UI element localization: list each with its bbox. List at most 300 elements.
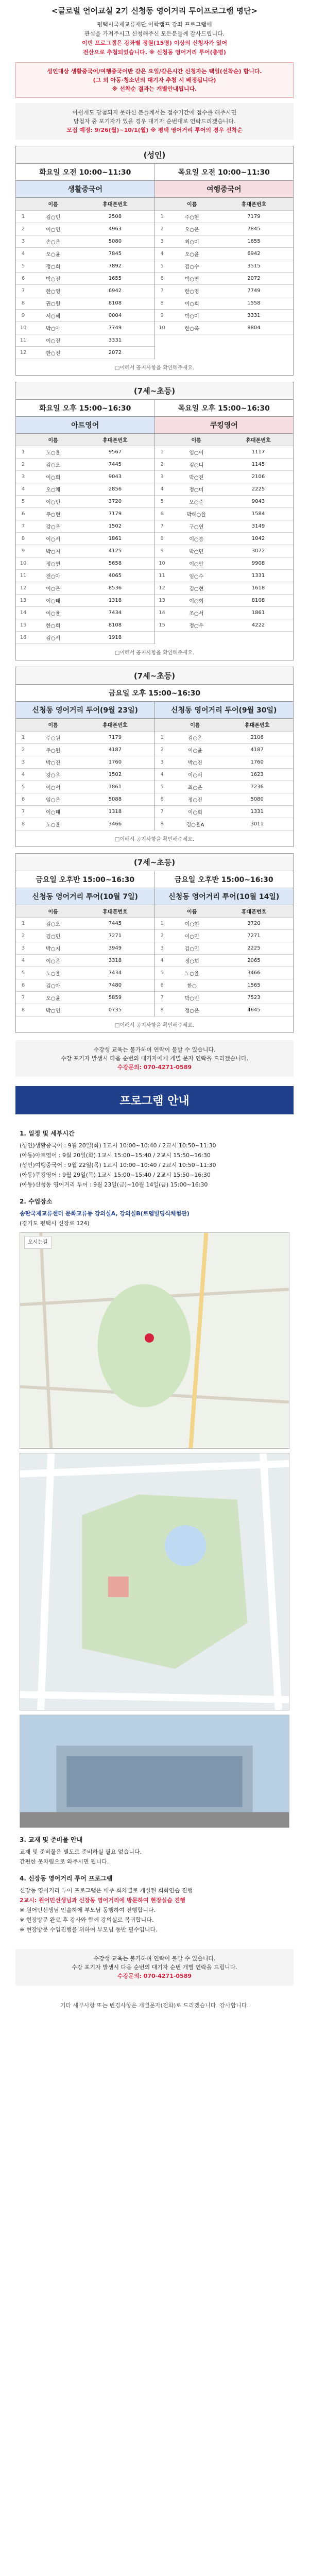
row-name: 정○희 bbox=[30, 260, 76, 272]
row-number: 14 bbox=[155, 607, 169, 619]
row-name: 이○안 bbox=[169, 557, 224, 570]
roster-table: 이름 휴대폰번호 1 김○오 7445 2 김○민 7271 3 박○지 3949 4 이○은 3318 5 노○율 7434 6 김○아 7480 7 오○윤 5859 8 박○연 0735 bbox=[16, 905, 154, 1017]
row-number: 10 bbox=[16, 557, 30, 570]
row-number: 9 bbox=[155, 309, 169, 321]
row-phone: 2106 bbox=[221, 731, 293, 743]
table-row bbox=[16, 756, 154, 768]
table-row bbox=[16, 471, 154, 483]
table-row bbox=[155, 483, 294, 496]
row-phone: 3331 bbox=[76, 334, 154, 346]
row-name: 정○희 bbox=[169, 955, 215, 967]
row-number: 12 bbox=[16, 582, 30, 595]
row-name: 정○은 bbox=[169, 1004, 215, 1016]
row-number: 6 bbox=[16, 272, 30, 284]
row-number: 2 bbox=[16, 459, 30, 471]
pin-icon bbox=[145, 1333, 154, 1343]
table-row bbox=[16, 570, 154, 582]
row-number: 8 bbox=[155, 1004, 169, 1016]
row-phone: 4222 bbox=[224, 619, 293, 632]
row-number: 4 bbox=[16, 768, 30, 781]
map-2[interactable] bbox=[20, 1453, 289, 1710]
row-phone: 1331 bbox=[224, 570, 293, 582]
row-phone: 3072 bbox=[224, 545, 293, 557]
table-row bbox=[155, 223, 294, 235]
table-row bbox=[155, 321, 294, 334]
row-name: 강○우 bbox=[30, 520, 76, 533]
row-name: 전○아 bbox=[30, 570, 76, 582]
row-number: 8 bbox=[16, 1004, 30, 1016]
row-number: 11 bbox=[155, 570, 169, 582]
table-row bbox=[16, 595, 154, 607]
row-number: 6 bbox=[16, 793, 30, 805]
row-name: 이○은 bbox=[30, 955, 76, 967]
row-number: 12 bbox=[155, 582, 169, 595]
row-name: 이○태 bbox=[30, 805, 76, 818]
row-name: 김○오 bbox=[30, 459, 76, 471]
row-name: 김○현 bbox=[169, 582, 224, 595]
row-name: 이○희 bbox=[169, 595, 224, 607]
table-row bbox=[16, 223, 154, 235]
table-row bbox=[155, 520, 294, 533]
row-name: 이○윤 bbox=[169, 743, 221, 756]
table-row bbox=[155, 731, 294, 743]
footer-note: 수강생 교육는 불가하며 연락이 불발 수 있습니다. 수강 포기자 발생시 다음 순번의 대기자 순번 개별 연락을 드립니다. 수강문의: 070-4271-0589 bbox=[15, 1949, 294, 1986]
row-phone: 5080 bbox=[76, 235, 154, 247]
row-phone: 2072 bbox=[215, 272, 293, 284]
table-row bbox=[16, 260, 154, 272]
row-name: 임○은 bbox=[30, 793, 76, 805]
row-number: 3 bbox=[155, 756, 169, 768]
row-number: 4 bbox=[155, 483, 169, 496]
row-number: 5 bbox=[155, 781, 169, 793]
row-phone: 4963 bbox=[76, 223, 154, 235]
contact-note: 수강생 교육는 불가하며 연락이 불발 수 있습니다. 수강 포기자 발생시 다음 순번의 대기자에게 개별 문자 연락을 드리겠습니다. 수강문의: 070-4271-0589 bbox=[15, 1040, 294, 1077]
row-number: 5 bbox=[16, 496, 30, 508]
table-row bbox=[16, 793, 154, 805]
row-phone: 3318 bbox=[76, 955, 154, 967]
row-phone: 7434 bbox=[76, 967, 154, 979]
table-row bbox=[16, 297, 154, 309]
row-phone: 4125 bbox=[76, 545, 154, 557]
row-name: 이○희 bbox=[30, 471, 76, 483]
row-name: 노○율 bbox=[30, 446, 76, 459]
row-number: 2 bbox=[16, 930, 30, 942]
adult-section bbox=[15, 146, 294, 376]
page-title: <글로벌 언어교실 2기 신청동 영어거리 투어프로그램 명단> bbox=[51, 6, 258, 15]
materials-heading: 3. 교재 및 준비물 안내 bbox=[20, 1836, 83, 1843]
row-number: 3 bbox=[16, 235, 30, 247]
table-row bbox=[155, 272, 294, 284]
table-row bbox=[155, 545, 294, 557]
row-number: 10 bbox=[155, 321, 169, 334]
row-name: 정○우 bbox=[169, 619, 224, 632]
row-number: 9 bbox=[16, 309, 30, 321]
row-name: 김○민 bbox=[169, 942, 215, 955]
row-phone: 3720 bbox=[76, 496, 154, 508]
row-number: 6 bbox=[16, 508, 30, 520]
row-name: 임○이 bbox=[169, 446, 224, 459]
roster-table: 이름 휴대폰번호 1 김○민 2508 2 이○연 4963 3 손○은 5080 4 오○윤 7845 5 정○희 7892 6 박○진 1655 7 한○영 6942 8 권○원 8108 9 서○혜 0004 10 박○아 7749 11 이○진 3331 12 한○진 2072 bbox=[16, 198, 154, 359]
row-name: 권○원 bbox=[30, 297, 76, 309]
table-row bbox=[155, 260, 294, 272]
row-phone: 3720 bbox=[215, 918, 293, 930]
row-number: 4 bbox=[155, 955, 169, 967]
table-row bbox=[155, 619, 294, 632]
row-phone: 7445 bbox=[76, 918, 154, 930]
row-name: 한○희 bbox=[30, 619, 76, 632]
table-row bbox=[16, 247, 154, 260]
row-phone: 7480 bbox=[76, 979, 154, 992]
table-row bbox=[155, 496, 294, 508]
row-phone: 1331 bbox=[221, 805, 293, 818]
table-row bbox=[16, 309, 154, 321]
row-name: 박○빈 bbox=[169, 992, 215, 1004]
row-number: 2 bbox=[155, 223, 169, 235]
row-phone: 7179 bbox=[76, 731, 154, 743]
row-number: 11 bbox=[16, 334, 30, 346]
table-row bbox=[16, 346, 154, 359]
final-note: 기타 세부사항 또는 변경사항은 개별문자(전화)로 드리겠습니다. 감사합니다. bbox=[60, 2002, 249, 2009]
row-name: 이○현 bbox=[169, 918, 215, 930]
table-row bbox=[155, 235, 294, 247]
row-phone: 2106 bbox=[224, 471, 293, 483]
row-name: 한○영 bbox=[30, 284, 76, 297]
row-name: 박○민 bbox=[169, 545, 224, 557]
table-row bbox=[16, 930, 154, 942]
row-phone: 6942 bbox=[215, 247, 293, 260]
table-row bbox=[155, 918, 294, 930]
table-row bbox=[16, 582, 154, 595]
row-name: 한○진 bbox=[30, 346, 76, 359]
row-number: 3 bbox=[16, 471, 30, 483]
row-number: 2 bbox=[16, 223, 30, 235]
row-phone: 4645 bbox=[215, 1004, 293, 1016]
row-name: 김○오 bbox=[30, 918, 76, 930]
row-number: 8 bbox=[155, 297, 169, 309]
table-row bbox=[155, 930, 294, 942]
row-name: 오○준 bbox=[169, 496, 224, 508]
row-phone: 9043 bbox=[76, 471, 154, 483]
table-row bbox=[155, 508, 294, 520]
row-name: 최○미 bbox=[169, 235, 215, 247]
table-row bbox=[155, 967, 294, 979]
elem-section-1 bbox=[15, 382, 294, 661]
row-number: 5 bbox=[155, 260, 169, 272]
table-row bbox=[16, 533, 154, 545]
row-phone: 8536 bbox=[76, 582, 154, 595]
row-phone: 4065 bbox=[76, 570, 154, 582]
row-name: 박○진 bbox=[30, 756, 76, 768]
row-number: 1 bbox=[16, 210, 30, 223]
table-row bbox=[16, 768, 154, 781]
section-foot: □이해서 공지사항을 확인해주세요. bbox=[114, 365, 195, 371]
table-row bbox=[16, 955, 154, 967]
row-number: 6 bbox=[155, 508, 169, 520]
row-phone: 3466 bbox=[76, 818, 154, 830]
row-number: 5 bbox=[16, 781, 30, 793]
row-phone: 1861 bbox=[76, 533, 154, 545]
table-row bbox=[16, 557, 154, 570]
table-row bbox=[16, 942, 154, 955]
row-name: 최○은 bbox=[169, 781, 221, 793]
table-row bbox=[155, 570, 294, 582]
row-name: 이○희 bbox=[169, 297, 215, 309]
elem-section-3 bbox=[15, 853, 294, 1033]
group-head: 신청동 영어거리 투어(9월 23일) bbox=[16, 702, 154, 719]
row-name: 박○연 bbox=[30, 1004, 76, 1016]
group-head: 신청동 영어거리 투어(9월 30일) bbox=[155, 702, 294, 719]
row-name: 한○영 bbox=[169, 284, 215, 297]
row-phone: 5859 bbox=[76, 992, 154, 1004]
row-number: 9 bbox=[16, 545, 30, 557]
row-phone: 7434 bbox=[76, 607, 154, 619]
table-row bbox=[16, 818, 154, 830]
table-row bbox=[155, 1004, 294, 1016]
row-number: 5 bbox=[155, 496, 169, 508]
table-row bbox=[16, 743, 154, 756]
roster-table: 이름 휴대폰번호 1 임○이 1117 2 김○니 1145 3 박○진 2106 4 정○미 2225 5 오○준 9043 6 박혜○율 1584 7 구○연 3149 8 이○름 1042 9 박○민 3072 10 이○안 9908 11 임○수 1331 12 김○현 1618 13 이○희 8108 14 조○서 1861 15 정○우 4222 bbox=[155, 434, 294, 632]
roster-table: 이름 휴대폰번호 1 노○율 9567 2 김○오 7445 3 이○희 9043 4 오○채 2856 5 이○민 3720 6 주○현 7179 7 강○우 1502 8 이○서 1861 9 박○지 4125 10 정○연 5658 11 전○아 4065 12 이○은 8536 13 이○태 1318 14 이○율 7434 15 한○희 8108 16 김○서 1918 bbox=[16, 434, 154, 645]
row-phone: 7445 bbox=[76, 459, 154, 471]
row-phone: 1861 bbox=[76, 781, 154, 793]
time-row: 화요일 오전 10:00~11:30 목요일 오전 10:00~11:30 bbox=[16, 164, 293, 181]
table-row bbox=[155, 768, 294, 781]
table-row bbox=[155, 743, 294, 756]
table-row bbox=[16, 781, 154, 793]
row-name: 박○미 bbox=[169, 309, 215, 321]
program-guide: 1. 일정 및 세부시간 (성인)생활중국어 : 9월 20일(화) 1교시 10:00~10:40 / 2교시 10:50~11:30 (아동)아트영어 : 9월 20일(화) 1교시 15:00~15:40 / 2교시 15:50~16:30 (성인)여행중국어 : 9월 22일(목) 1교시 10:00~10:40 / 2교시 10:50~11:30 (아동)쿠킹영어 : 9월 29일(목) 1교시 15:00~15:40 / 2교시 15:50~16:30 (아동)신청동 영어거리 투어 : 9월 23일(금)~10월 14일(금) 15:00~16:30 2. 수업장소 송탄국제교류센터 문화교류동 강의실A, 강의실B(로뎀빌딩식체험관) (경기도 평택시 신장로 124) 오시는길 3. 교재 및 준비물 안내 교재 및 준비물은 별도로 준비하실 필요 없습니다. 간편한 옷차림으로 와주시면 됩니다. 4. 신장동 영어거리 투어 프로그램 신장동 영어거리 투어 프로그램은 매주 회차별로 개설된 회화연습 진행 2교시: 원어민선생님과 신장동 영어거리에 방문하여 현장실습 진행 ※ 원어민선생님 인솔하에 부모님 동행하여 진행합니다. ※ 현장방문 완료 후 강사와 함께 강의실로 복귀합니다. ※ 현장방문 수업진행을 위하여 부모님 동반 필수입니다. bbox=[15, 1114, 294, 1942]
row-name: 오○윤 bbox=[30, 992, 76, 1004]
row-name: 김○민 bbox=[30, 210, 76, 223]
table-row bbox=[155, 805, 294, 818]
row-name: 구○연 bbox=[169, 520, 224, 533]
row-name: 이○서 bbox=[169, 768, 221, 781]
row-phone: 1760 bbox=[76, 756, 154, 768]
row-number: 1 bbox=[16, 918, 30, 930]
schedule-heading: 1. 일정 및 세부시간 bbox=[20, 1130, 75, 1137]
row-name: 서○혜 bbox=[30, 309, 76, 321]
row-phone: 1318 bbox=[76, 595, 154, 607]
table-row bbox=[155, 818, 294, 830]
row-name: 한○ bbox=[169, 979, 215, 992]
time-row: 금요일 오후반 15:00~16:30 금요일 오후반 15:00~16:30 bbox=[16, 871, 293, 888]
row-name: 이○서 bbox=[30, 533, 76, 545]
row-phone: 0004 bbox=[76, 309, 154, 321]
time-row: 금요일 오후 15:00~16:30 bbox=[16, 685, 293, 702]
table-row bbox=[155, 471, 294, 483]
row-number: 8 bbox=[155, 533, 169, 545]
row-name: 오○은 bbox=[169, 223, 215, 235]
row-phone: 5080 bbox=[221, 793, 293, 805]
row-number: 14 bbox=[16, 607, 30, 619]
row-number: 4 bbox=[16, 247, 30, 260]
row-phone: 1584 bbox=[224, 508, 293, 520]
row-number: 1 bbox=[155, 731, 169, 743]
row-name: 강○우 bbox=[30, 768, 76, 781]
row-name: 박○연 bbox=[169, 272, 215, 284]
time-row: 화요일 오후 15:00~16:30 목요일 오후 15:00~16:30 bbox=[16, 400, 293, 417]
table-row bbox=[16, 334, 154, 346]
table-row bbox=[155, 210, 294, 223]
row-phone: 1861 bbox=[224, 607, 293, 619]
row-number: 7 bbox=[155, 805, 169, 818]
map-label: 오시는길 bbox=[24, 1236, 52, 1249]
table-row bbox=[155, 942, 294, 955]
table-row bbox=[16, 272, 154, 284]
row-name: 주○현 bbox=[169, 210, 215, 223]
row-number: 5 bbox=[16, 260, 30, 272]
table-row bbox=[155, 459, 294, 471]
table-row bbox=[16, 607, 154, 619]
row-number: 8 bbox=[16, 533, 30, 545]
row-number: 5 bbox=[155, 967, 169, 979]
row-number: 7 bbox=[155, 992, 169, 1004]
table-row bbox=[155, 595, 294, 607]
group-head: 신청동 영어거리 투어(10월 14일) bbox=[155, 888, 294, 905]
row-phone: 3011 bbox=[221, 818, 293, 830]
table-row bbox=[16, 805, 154, 818]
row-number: 6 bbox=[155, 272, 169, 284]
group-head: 아트영어 bbox=[16, 417, 154, 434]
row-phone: 1558 bbox=[215, 297, 293, 309]
row-phone: 5658 bbox=[76, 557, 154, 570]
row-phone: 1042 bbox=[224, 533, 293, 545]
row-name: 이○희 bbox=[169, 805, 221, 818]
row-number: 6 bbox=[16, 979, 30, 992]
row-phone: 3949 bbox=[76, 942, 154, 955]
row-number: 7 bbox=[16, 992, 30, 1004]
table-row bbox=[16, 520, 154, 533]
map-1[interactable] bbox=[20, 1232, 289, 1449]
roster-table: 이름 휴대폰번호 1 주○현 7179 2 오○은 7845 3 최○미 1655 4 오○윤 6942 5 김○수 3515 6 박○연 2072 7 한○영 7749 8 이○희 1558 9 박○미 3331 10 한○옥 8804 bbox=[155, 198, 294, 334]
intro: 평택시국제교류재단 어학캠프 강좌 프로그램에 관심을 가져주시고 신청해주신 모든분들께 감사드립니다. 이번 프로그램은 강좌별 정원(15명) 이상의 신청자가 있어 전산으로 추첨되었습니다. ※ 신청동 영어거리 투어(총명) bbox=[81, 21, 228, 56]
row-phone: 3466 bbox=[215, 967, 293, 979]
row-number: 3 bbox=[155, 235, 169, 247]
program-title: 프로그램 안내 bbox=[15, 1086, 294, 1114]
row-number: 8 bbox=[16, 297, 30, 309]
row-name: 노○율 bbox=[169, 967, 215, 979]
row-name: 주○현 bbox=[30, 508, 76, 520]
table-row bbox=[155, 533, 294, 545]
row-name: 박○아 bbox=[30, 321, 76, 334]
row-phone: 1565 bbox=[215, 979, 293, 992]
row-name: 정○연 bbox=[30, 557, 76, 570]
tour-heading: 4. 신장동 영어거리 투어 프로그램 bbox=[20, 1875, 113, 1882]
table-row bbox=[155, 793, 294, 805]
row-name: 박○진 bbox=[169, 471, 224, 483]
row-number: 15 bbox=[16, 619, 30, 632]
section-foot: □이해서 공지사항을 확인해주세요. bbox=[114, 836, 195, 842]
row-phone: 7236 bbox=[221, 781, 293, 793]
row-phone: 4187 bbox=[76, 743, 154, 756]
row-number: 3 bbox=[16, 756, 30, 768]
row-phone: 7271 bbox=[215, 930, 293, 942]
section-title: (7세~초등) bbox=[16, 854, 293, 871]
table-row bbox=[155, 756, 294, 768]
section-foot: □이해서 공지사항을 확인해주세요. bbox=[114, 1023, 195, 1028]
row-number: 11 bbox=[16, 570, 30, 582]
row-name: 주○원 bbox=[30, 731, 76, 743]
row-number: 15 bbox=[155, 619, 169, 632]
row-phone: 2508 bbox=[76, 210, 154, 223]
table-row bbox=[155, 582, 294, 595]
table-row bbox=[155, 284, 294, 297]
row-name: 김○은 bbox=[169, 731, 221, 743]
row-phone: 1318 bbox=[76, 805, 154, 818]
group-head: 쿠킹영어 bbox=[155, 417, 294, 434]
row-name: 오○윤 bbox=[169, 247, 215, 260]
row-name: 이○민 bbox=[30, 496, 76, 508]
building-icon bbox=[20, 1715, 289, 1827]
row-number: 5 bbox=[16, 967, 30, 979]
row-name: 김○아 bbox=[30, 979, 76, 992]
row-number: 8 bbox=[155, 818, 169, 830]
row-name: 김○서 bbox=[30, 632, 76, 644]
row-number: 7 bbox=[155, 284, 169, 297]
row-name: 이○연 bbox=[30, 223, 76, 235]
table-row bbox=[155, 557, 294, 570]
table-row bbox=[155, 247, 294, 260]
row-phone: 6942 bbox=[76, 284, 154, 297]
row-phone: 1918 bbox=[76, 632, 154, 644]
roster-table: 이름 휴대폰번호 1 주○원 7179 2 주○원 4187 3 박○진 1760 4 강○우 1502 5 이○서 1861 6 임○은 5088 7 이○태 1318 8 노○율 3466 bbox=[16, 719, 154, 831]
row-phone: 8108 bbox=[224, 595, 293, 607]
row-number: 12 bbox=[16, 346, 30, 359]
table-row bbox=[16, 918, 154, 930]
group-head: 신청동 영어거리 투어(10월 7일) bbox=[16, 888, 154, 905]
row-phone: 3331 bbox=[215, 309, 293, 321]
row-phone: 7271 bbox=[76, 930, 154, 942]
row-number: 4 bbox=[16, 483, 30, 496]
table-row bbox=[155, 297, 294, 309]
row-number: 7 bbox=[155, 520, 169, 533]
row-number: 6 bbox=[155, 793, 169, 805]
row-number: 4 bbox=[155, 768, 169, 781]
table-row bbox=[16, 321, 154, 334]
row-name: 이○태 bbox=[30, 595, 76, 607]
table-row bbox=[155, 607, 294, 619]
row-number: 1 bbox=[16, 446, 30, 459]
row-phone: 7892 bbox=[76, 260, 154, 272]
table-row bbox=[16, 284, 154, 297]
row-phone: 9043 bbox=[224, 496, 293, 508]
row-name: 이○름 bbox=[169, 533, 224, 545]
row-phone: 8108 bbox=[76, 619, 154, 632]
row-name: 이○진 bbox=[30, 334, 76, 346]
row-phone: 1655 bbox=[76, 272, 154, 284]
row-name: 한○옥 bbox=[169, 321, 215, 334]
section-title: (7세~초등) bbox=[16, 382, 293, 400]
group-head: 여행중국어 bbox=[155, 181, 294, 198]
row-number: 4 bbox=[16, 955, 30, 967]
row-phone: 7179 bbox=[215, 210, 293, 223]
row-number: 3 bbox=[155, 942, 169, 955]
roster-table: 이름 휴대폰번호 1 김○은 2106 2 이○윤 4187 3 박○진 1760 4 이○서 1623 5 최○은 7236 6 정○진 5080 7 이○희 1331 8 김○율A 3011 bbox=[155, 719, 294, 831]
row-phone: 2065 bbox=[215, 955, 293, 967]
row-name: 김○수 bbox=[169, 260, 215, 272]
row-phone: 9908 bbox=[224, 557, 293, 570]
table-row bbox=[155, 309, 294, 321]
row-number: 6 bbox=[155, 979, 169, 992]
table-row bbox=[16, 446, 154, 459]
row-phone: 1117 bbox=[224, 446, 293, 459]
table-row bbox=[16, 731, 154, 743]
notice-box: 성인대상 생활중국어/여행중국어반 같은 요일/같은시간 신청자는 택일(선착순) 합니다. (그 외 아동·청소년의 대기자 추첨 시 배정됩니다) ※ 선착순 결과는 개별안내됩니다. bbox=[15, 62, 294, 98]
row-name: 김○민 bbox=[30, 930, 76, 942]
table-row bbox=[16, 967, 154, 979]
row-name: 오○윤 bbox=[30, 247, 76, 260]
row-phone: 8108 bbox=[76, 297, 154, 309]
